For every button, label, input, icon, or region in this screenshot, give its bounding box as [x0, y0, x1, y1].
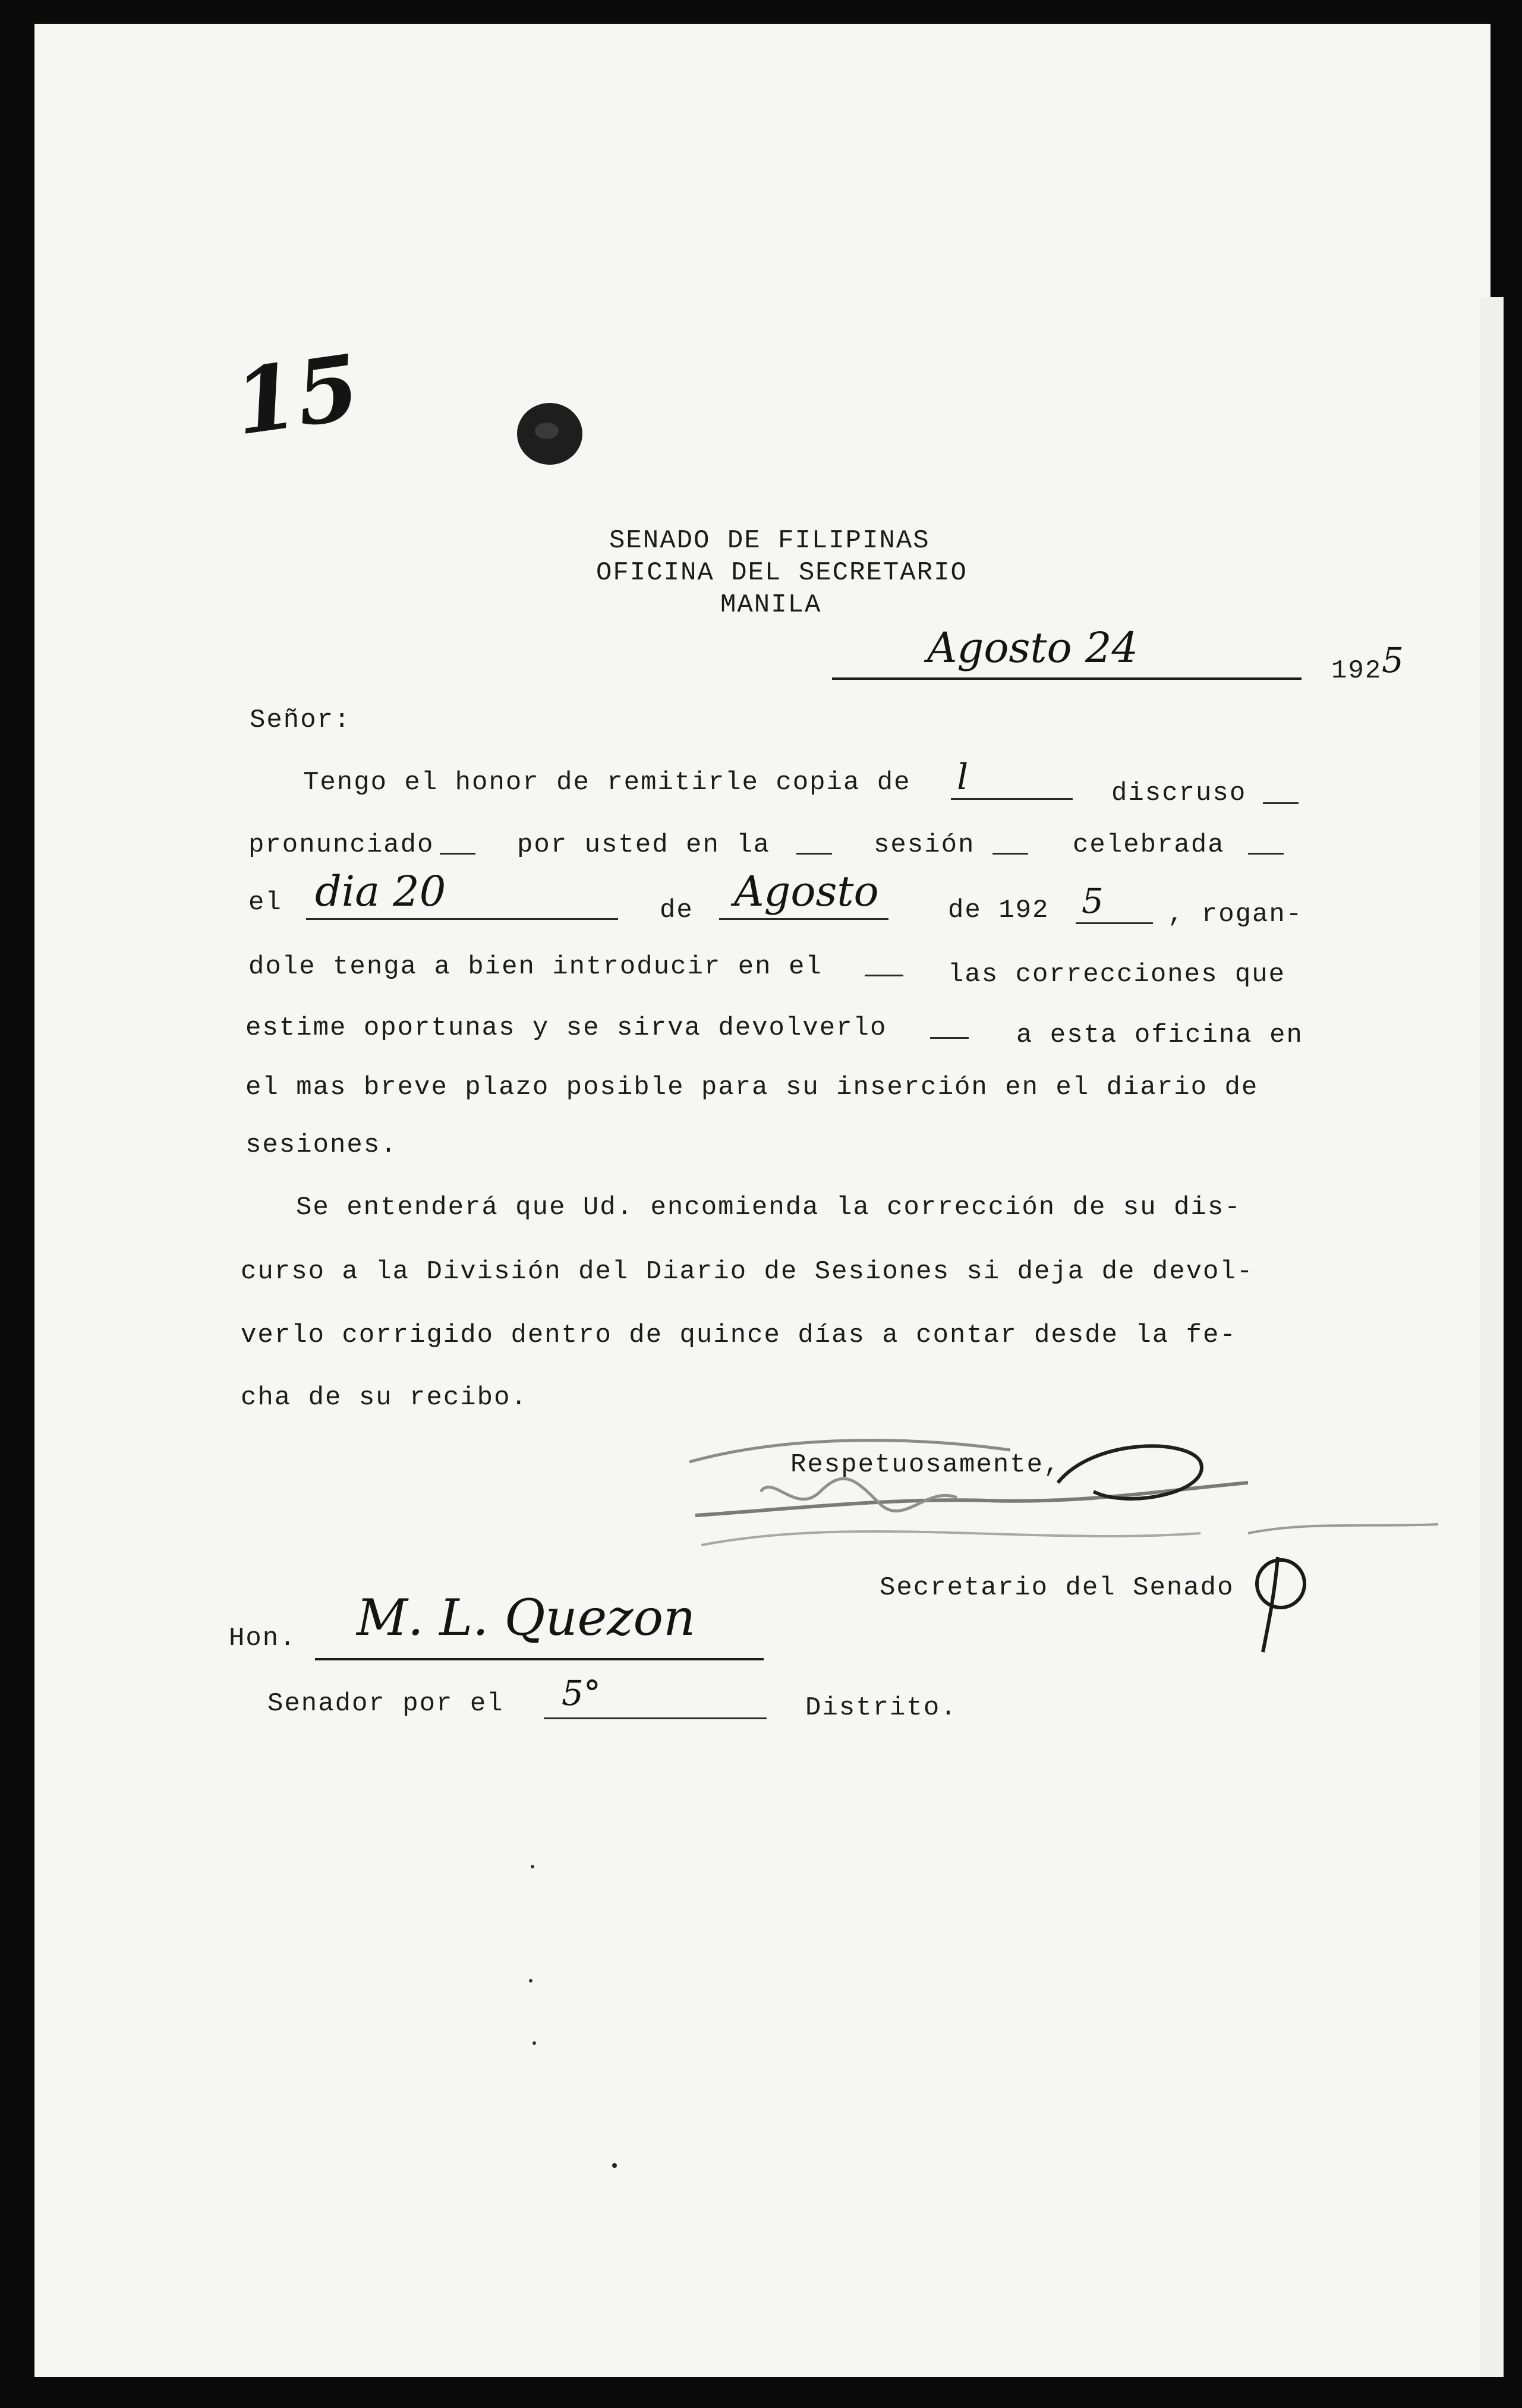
date-year-handwritten: 5 [1382, 640, 1404, 680]
date-year-printed: 192 [1331, 656, 1382, 686]
p1-line1-blank [951, 798, 1073, 800]
p2-line2: curso a la División del Diario de Sesiones si deja de devol- [241, 1257, 1254, 1287]
p1-line6: el mas breve plazo posible para su inserción en el diario de [245, 1073, 1259, 1102]
p1-line1-fill: l [957, 757, 969, 798]
p1-line3-month-blank [719, 918, 888, 920]
p1-line3-a: el [248, 888, 282, 918]
p1-line1-suffix [1263, 802, 1299, 804]
date-handwritten: Agosto 24 [927, 623, 1139, 672]
speck [529, 1979, 532, 1982]
header-line-2: OFICINA DEL SECRETARIO [596, 558, 968, 588]
p1-line2-suffix-c [992, 853, 1028, 855]
p1-line1-a: Tengo el honor de remitirle copia de [303, 768, 911, 798]
hon-label: Hon. [229, 1624, 297, 1653]
page-edge [1480, 297, 1504, 2377]
p1-line4-b: las correcciones que [948, 960, 1286, 989]
p1-line3-year: 5 [1082, 881, 1104, 921]
header-line-1: SENADO DE FILIPINAS [609, 526, 930, 556]
ink-blot-icon [511, 395, 588, 472]
valediction: Respetuosamente, [790, 1450, 1061, 1480]
addressee-name: M. L. Quezon [357, 1588, 696, 1647]
p1-line3-c: de 192 [948, 896, 1050, 925]
p1-line4-a: dole tenga a bien introducir en el [248, 952, 823, 982]
p1-line4-suffix [865, 975, 903, 976]
p2-line4: cha de su recibo. [241, 1383, 528, 1413]
p1-line2-c: sesión [874, 830, 975, 860]
addressee-underline [315, 1658, 764, 1660]
p1-line2-suffix-b [796, 853, 832, 855]
p1-line3-day-blank [306, 918, 618, 920]
p1-line3-year-blank [1076, 922, 1153, 924]
p2-line1: Se entenderá que Ud. encomienda la corrección de su dis- [296, 1193, 1241, 1222]
district-blank [544, 1717, 767, 1719]
p1-line3-day: dia 20 [315, 867, 446, 916]
p1-line3-b: de [660, 896, 694, 925]
p2-line3: verlo corrigido dentro de quince días a contar desde la fe- [241, 1320, 1237, 1350]
secretary-title: Secretario del Senado [880, 1573, 1234, 1603]
senator-label-a: Senador por el [267, 1689, 504, 1719]
initials-mark-icon [1245, 1545, 1316, 1658]
p1-line2-d: celebrada [1073, 830, 1225, 860]
senator-label-b: Distrito. [805, 1693, 957, 1723]
speck [532, 2041, 536, 2045]
p1-line2-b: por usted en la [517, 830, 771, 860]
header-line-3: MANILA [720, 590, 822, 620]
p1-line5-suffix [930, 1037, 969, 1039]
p1-line7: sesiones. [245, 1130, 398, 1160]
date-underline [832, 677, 1302, 680]
p1-line1-b: discruso [1111, 778, 1247, 808]
secretary-signature-icon [678, 1426, 1450, 1569]
speck [531, 1865, 534, 1868]
p1-line2-suffix-d [1248, 853, 1284, 855]
salutation: Señor: [250, 705, 351, 735]
p1-line5-a: estime oportunas y se sirva devolverlo [245, 1013, 887, 1043]
p1-line5-b: a esta oficina en [1016, 1020, 1303, 1050]
p1-line3-month: Agosto [734, 867, 879, 916]
p1-line2-a: pronunciado [248, 830, 434, 860]
p1-line2-suffix-a [440, 853, 475, 855]
speck [612, 2163, 617, 2168]
district-handwritten: 5° [562, 1673, 601, 1713]
corner-number: 15 [228, 335, 365, 456]
p1-line3-d: , rogan- [1168, 900, 1303, 929]
